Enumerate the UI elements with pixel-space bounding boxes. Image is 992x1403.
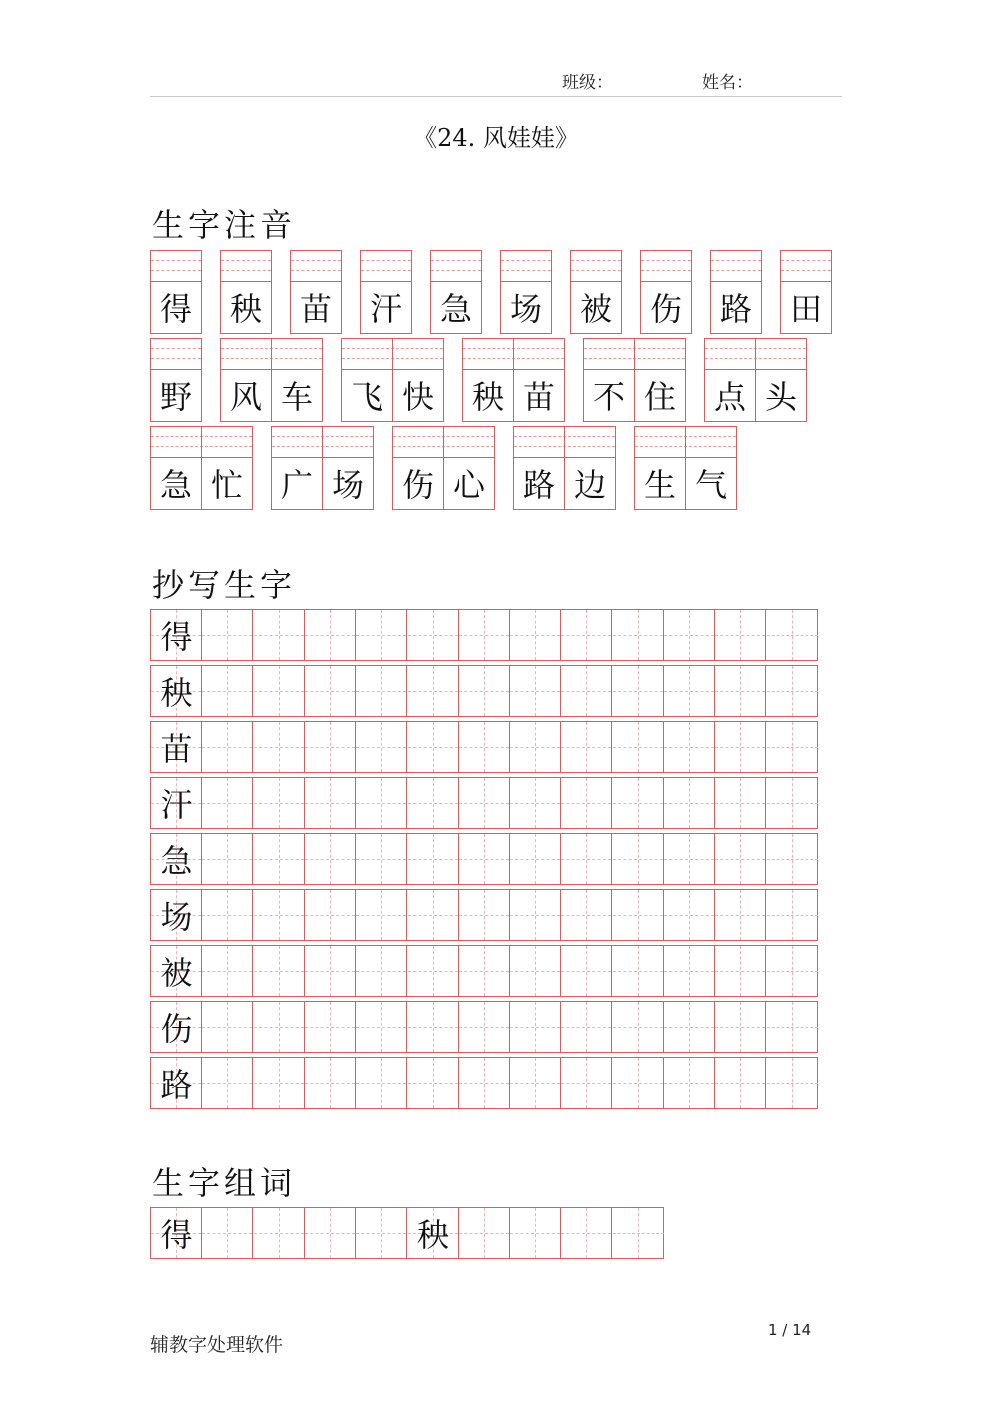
practice-cell[interactable] (459, 722, 510, 772)
pinyin-writing-band (571, 251, 621, 282)
practice-cell[interactable] (510, 666, 561, 716)
practice-cell[interactable] (408, 1002, 459, 1052)
pinyin-writing-band (641, 251, 691, 282)
practice-cell[interactable] (561, 722, 612, 772)
pinyin-character: 急 (439, 290, 472, 328)
pinyin-block (513, 426, 616, 510)
practice-cell[interactable] (305, 834, 356, 884)
practice-cell[interactable] (408, 1058, 459, 1108)
pinyin-block (500, 250, 552, 334)
pinyin-writing-band (711, 251, 761, 282)
model-character: 得 (160, 618, 193, 656)
practice-cell[interactable] (356, 666, 407, 716)
practice-cell[interactable] (254, 1002, 305, 1052)
practice-cell[interactable] (202, 666, 253, 716)
practice-cell[interactable] (356, 946, 407, 996)
pinyin-character: 田 (789, 290, 822, 328)
pinyin-writing-band (501, 251, 551, 282)
practice-cell[interactable] (664, 890, 715, 940)
practice-cell[interactable] (459, 890, 510, 940)
practice-cell[interactable] (305, 946, 356, 996)
practice-cell[interactable] (305, 778, 356, 828)
practice-cell[interactable] (305, 610, 356, 660)
practice-cell[interactable] (408, 610, 459, 660)
model-character-cell (151, 946, 202, 996)
word-character-cell (408, 1208, 459, 1258)
model-character-cell (151, 610, 202, 660)
model-character: 被 (160, 954, 193, 992)
word-practice-cell[interactable] (254, 1208, 305, 1258)
pinyin-character: 边 (573, 466, 606, 504)
pinyin-character: 汗 (369, 290, 402, 328)
practice-cell[interactable] (561, 1058, 612, 1108)
pinyin-character: 忙 (210, 466, 243, 504)
practice-cell[interactable] (613, 778, 664, 828)
practice-cell[interactable] (510, 834, 561, 884)
practice-cell[interactable] (715, 834, 766, 884)
pinyin-character: 苗 (299, 290, 332, 328)
practice-cell[interactable] (664, 610, 715, 660)
name-label: 姓名： (702, 73, 753, 93)
pinyin-writing-band (361, 251, 411, 282)
model-character: 秧 (160, 674, 193, 712)
practice-cell[interactable] (510, 946, 561, 996)
pinyin-block (704, 338, 807, 422)
practice-cell[interactable] (202, 890, 253, 940)
header-divider (150, 96, 842, 97)
model-character-cell (151, 778, 202, 828)
practice-cell[interactable] (664, 1058, 715, 1108)
practice-cell[interactable] (305, 1002, 356, 1052)
practice-cell[interactable] (767, 778, 818, 828)
practice-cell[interactable] (561, 890, 612, 940)
pinyin-writing-band (151, 339, 201, 370)
word-character: 得 (160, 1216, 193, 1254)
practice-cell[interactable] (202, 1002, 253, 1052)
practice-cell[interactable] (356, 722, 407, 772)
practice-cell[interactable] (510, 610, 561, 660)
practice-cell[interactable] (664, 722, 715, 772)
practice-cell[interactable] (767, 946, 818, 996)
practice-cell[interactable] (561, 946, 612, 996)
practice-cell[interactable] (715, 722, 766, 772)
practice-cell[interactable] (767, 834, 818, 884)
practice-cell[interactable] (715, 890, 766, 940)
word-practice-cell[interactable] (305, 1208, 356, 1258)
word-practice-cell[interactable] (510, 1208, 561, 1258)
practice-cell[interactable] (613, 1002, 664, 1052)
practice-cell[interactable] (202, 778, 253, 828)
practice-cell[interactable] (356, 834, 407, 884)
pinyin-block (341, 338, 444, 422)
practice-cell[interactable] (356, 1058, 407, 1108)
pinyin-character: 路 (522, 466, 555, 504)
word-row (150, 1207, 664, 1259)
pinyin-character: 伤 (649, 290, 682, 328)
practice-cell[interactable] (664, 778, 715, 828)
practice-cell[interactable] (715, 778, 766, 828)
practice-cell[interactable] (408, 890, 459, 940)
page-number: 1 / 14 (768, 1321, 812, 1339)
copy-row (150, 889, 818, 941)
section-heading-words: 生字组词 (152, 1164, 297, 1202)
pinyin-character: 头 (764, 378, 797, 416)
pinyin-character: 快 (401, 378, 434, 416)
copy-row (150, 777, 818, 829)
pinyin-block (290, 250, 342, 334)
practice-cell[interactable] (254, 890, 305, 940)
pinyin-character: 苗 (522, 378, 555, 416)
practice-cell[interactable] (202, 1058, 253, 1108)
pinyin-block (392, 426, 495, 510)
practice-cell[interactable] (408, 666, 459, 716)
practice-cell[interactable] (254, 722, 305, 772)
pinyin-block (150, 426, 253, 510)
practice-cell[interactable] (715, 1058, 766, 1108)
practice-cell[interactable] (202, 722, 253, 772)
pinyin-block (220, 250, 272, 334)
word-practice-cell[interactable] (202, 1208, 253, 1258)
practice-cell[interactable] (613, 1058, 664, 1108)
practice-cell[interactable] (715, 1002, 766, 1052)
practice-cell[interactable] (664, 1002, 715, 1052)
pinyin-writing-band (431, 251, 481, 282)
practice-cell[interactable] (459, 834, 510, 884)
pinyin-block (150, 338, 202, 422)
practice-cell[interactable] (613, 946, 664, 996)
practice-cell[interactable] (510, 1002, 561, 1052)
practice-cell[interactable] (459, 610, 510, 660)
practice-cell[interactable] (510, 778, 561, 828)
practice-cell[interactable] (767, 1002, 818, 1052)
software-name: 辅教字处理软件 (150, 1334, 284, 1356)
practice-cell[interactable] (356, 1002, 407, 1052)
pinyin-block (220, 338, 323, 422)
model-character-cell (151, 722, 202, 772)
practice-cell[interactable] (459, 1002, 510, 1052)
practice-cell[interactable] (613, 722, 664, 772)
practice-cell[interactable] (254, 666, 305, 716)
pinyin-writing-band (151, 251, 201, 282)
practice-cell[interactable] (664, 946, 715, 996)
pinyin-character: 风 (229, 378, 262, 416)
pinyin-block (780, 250, 832, 334)
practice-cell[interactable] (254, 1058, 305, 1108)
practice-cell[interactable] (510, 722, 561, 772)
pinyin-block (570, 250, 622, 334)
pinyin-character: 生 (643, 466, 676, 504)
pinyin-character: 秧 (471, 378, 504, 416)
pinyin-character: 秧 (229, 290, 262, 328)
word-practice-cell[interactable] (613, 1208, 664, 1258)
pinyin-block (640, 250, 692, 334)
practice-cell[interactable] (561, 834, 612, 884)
pinyin-character: 飞 (350, 378, 383, 416)
word-character-cell (151, 1208, 202, 1258)
pinyin-block (360, 250, 412, 334)
practice-cell[interactable] (664, 666, 715, 716)
model-character: 伤 (160, 1010, 193, 1048)
practice-cell[interactable] (408, 834, 459, 884)
practice-cell[interactable] (561, 666, 612, 716)
pinyin-character: 得 (159, 290, 192, 328)
pinyin-character: 气 (694, 466, 727, 504)
practice-cell[interactable] (510, 1058, 561, 1108)
class-label: 班级： (562, 73, 613, 93)
pinyin-character: 伤 (401, 466, 434, 504)
practice-cell[interactable] (561, 610, 612, 660)
model-character: 路 (160, 1066, 193, 1104)
pinyin-block (634, 426, 737, 510)
pinyin-character: 场 (509, 290, 542, 328)
practice-cell[interactable] (459, 1058, 510, 1108)
practice-cell[interactable] (767, 890, 818, 940)
practice-cell[interactable] (305, 890, 356, 940)
model-character-cell (151, 834, 202, 884)
pinyin-character: 被 (579, 290, 612, 328)
copy-row (150, 721, 818, 773)
practice-cell[interactable] (305, 722, 356, 772)
practice-cell[interactable] (664, 834, 715, 884)
practice-cell[interactable] (254, 946, 305, 996)
practice-cell[interactable] (305, 666, 356, 716)
practice-cell[interactable] (408, 722, 459, 772)
pinyin-character: 路 (719, 290, 752, 328)
pinyin-block (583, 338, 686, 422)
copy-row (150, 609, 818, 661)
pinyin-block (271, 426, 374, 510)
pinyin-block (462, 338, 565, 422)
word-practice-cell[interactable] (356, 1208, 407, 1258)
practice-cell[interactable] (510, 890, 561, 940)
pinyin-character: 急 (159, 466, 192, 504)
pinyin-character: 住 (643, 378, 676, 416)
pinyin-block (710, 250, 762, 334)
practice-cell[interactable] (459, 778, 510, 828)
practice-cell[interactable] (202, 946, 253, 996)
practice-cell[interactable] (715, 610, 766, 660)
practice-cell[interactable] (254, 778, 305, 828)
practice-cell[interactable] (613, 890, 664, 940)
pinyin-character: 车 (280, 378, 313, 416)
practice-cell[interactable] (459, 946, 510, 996)
copy-row (150, 1057, 818, 1109)
page-title: 《24. 风娃娃》 (413, 124, 579, 152)
practice-cell[interactable] (613, 666, 664, 716)
practice-cell[interactable] (202, 610, 253, 660)
practice-cell[interactable] (356, 890, 407, 940)
practice-cell[interactable] (613, 834, 664, 884)
section-heading-copy: 抄写生字 (152, 566, 297, 604)
practice-cell[interactable] (767, 610, 818, 660)
model-character-cell (151, 890, 202, 940)
model-character: 苗 (160, 730, 193, 768)
model-character: 场 (160, 898, 193, 936)
practice-cell[interactable] (715, 946, 766, 996)
model-character-cell (151, 1058, 202, 1108)
pinyin-character: 心 (452, 466, 485, 504)
practice-cell[interactable] (459, 666, 510, 716)
pinyin-character: 点 (713, 378, 746, 416)
practice-cell[interactable] (561, 1002, 612, 1052)
pinyin-character: 野 (159, 378, 192, 416)
pinyin-character: 场 (331, 466, 364, 504)
model-character-cell (151, 666, 202, 716)
word-character: 秧 (416, 1216, 449, 1254)
practice-cell[interactable] (767, 1058, 818, 1108)
pinyin-block (430, 250, 482, 334)
copy-row (150, 1001, 818, 1053)
practice-cell[interactable] (305, 1058, 356, 1108)
model-character: 急 (160, 842, 193, 880)
practice-cell[interactable] (613, 610, 664, 660)
pinyin-character: 广 (280, 466, 313, 504)
pinyin-writing-band (781, 251, 831, 282)
copy-row (150, 665, 818, 717)
practice-cell[interactable] (356, 610, 407, 660)
section-heading-pinyin: 生字注音 (152, 206, 297, 244)
practice-cell[interactable] (767, 666, 818, 716)
model-character-cell (151, 1002, 202, 1052)
practice-cell[interactable] (356, 778, 407, 828)
model-character: 汗 (160, 786, 193, 824)
practice-cell[interactable] (254, 610, 305, 660)
practice-cell[interactable] (202, 834, 253, 884)
practice-cell[interactable] (767, 722, 818, 772)
copy-row (150, 833, 818, 885)
practice-cell[interactable] (408, 946, 459, 996)
word-practice-cell[interactable] (459, 1208, 510, 1258)
practice-cell[interactable] (408, 778, 459, 828)
pinyin-writing-band (291, 251, 341, 282)
pinyin-character: 不 (592, 378, 625, 416)
copy-row (150, 945, 818, 997)
practice-cell[interactable] (561, 778, 612, 828)
pinyin-writing-band (221, 251, 271, 282)
practice-cell[interactable] (254, 834, 305, 884)
pinyin-block (150, 250, 202, 334)
practice-cell[interactable] (715, 666, 766, 716)
word-practice-cell[interactable] (561, 1208, 612, 1258)
